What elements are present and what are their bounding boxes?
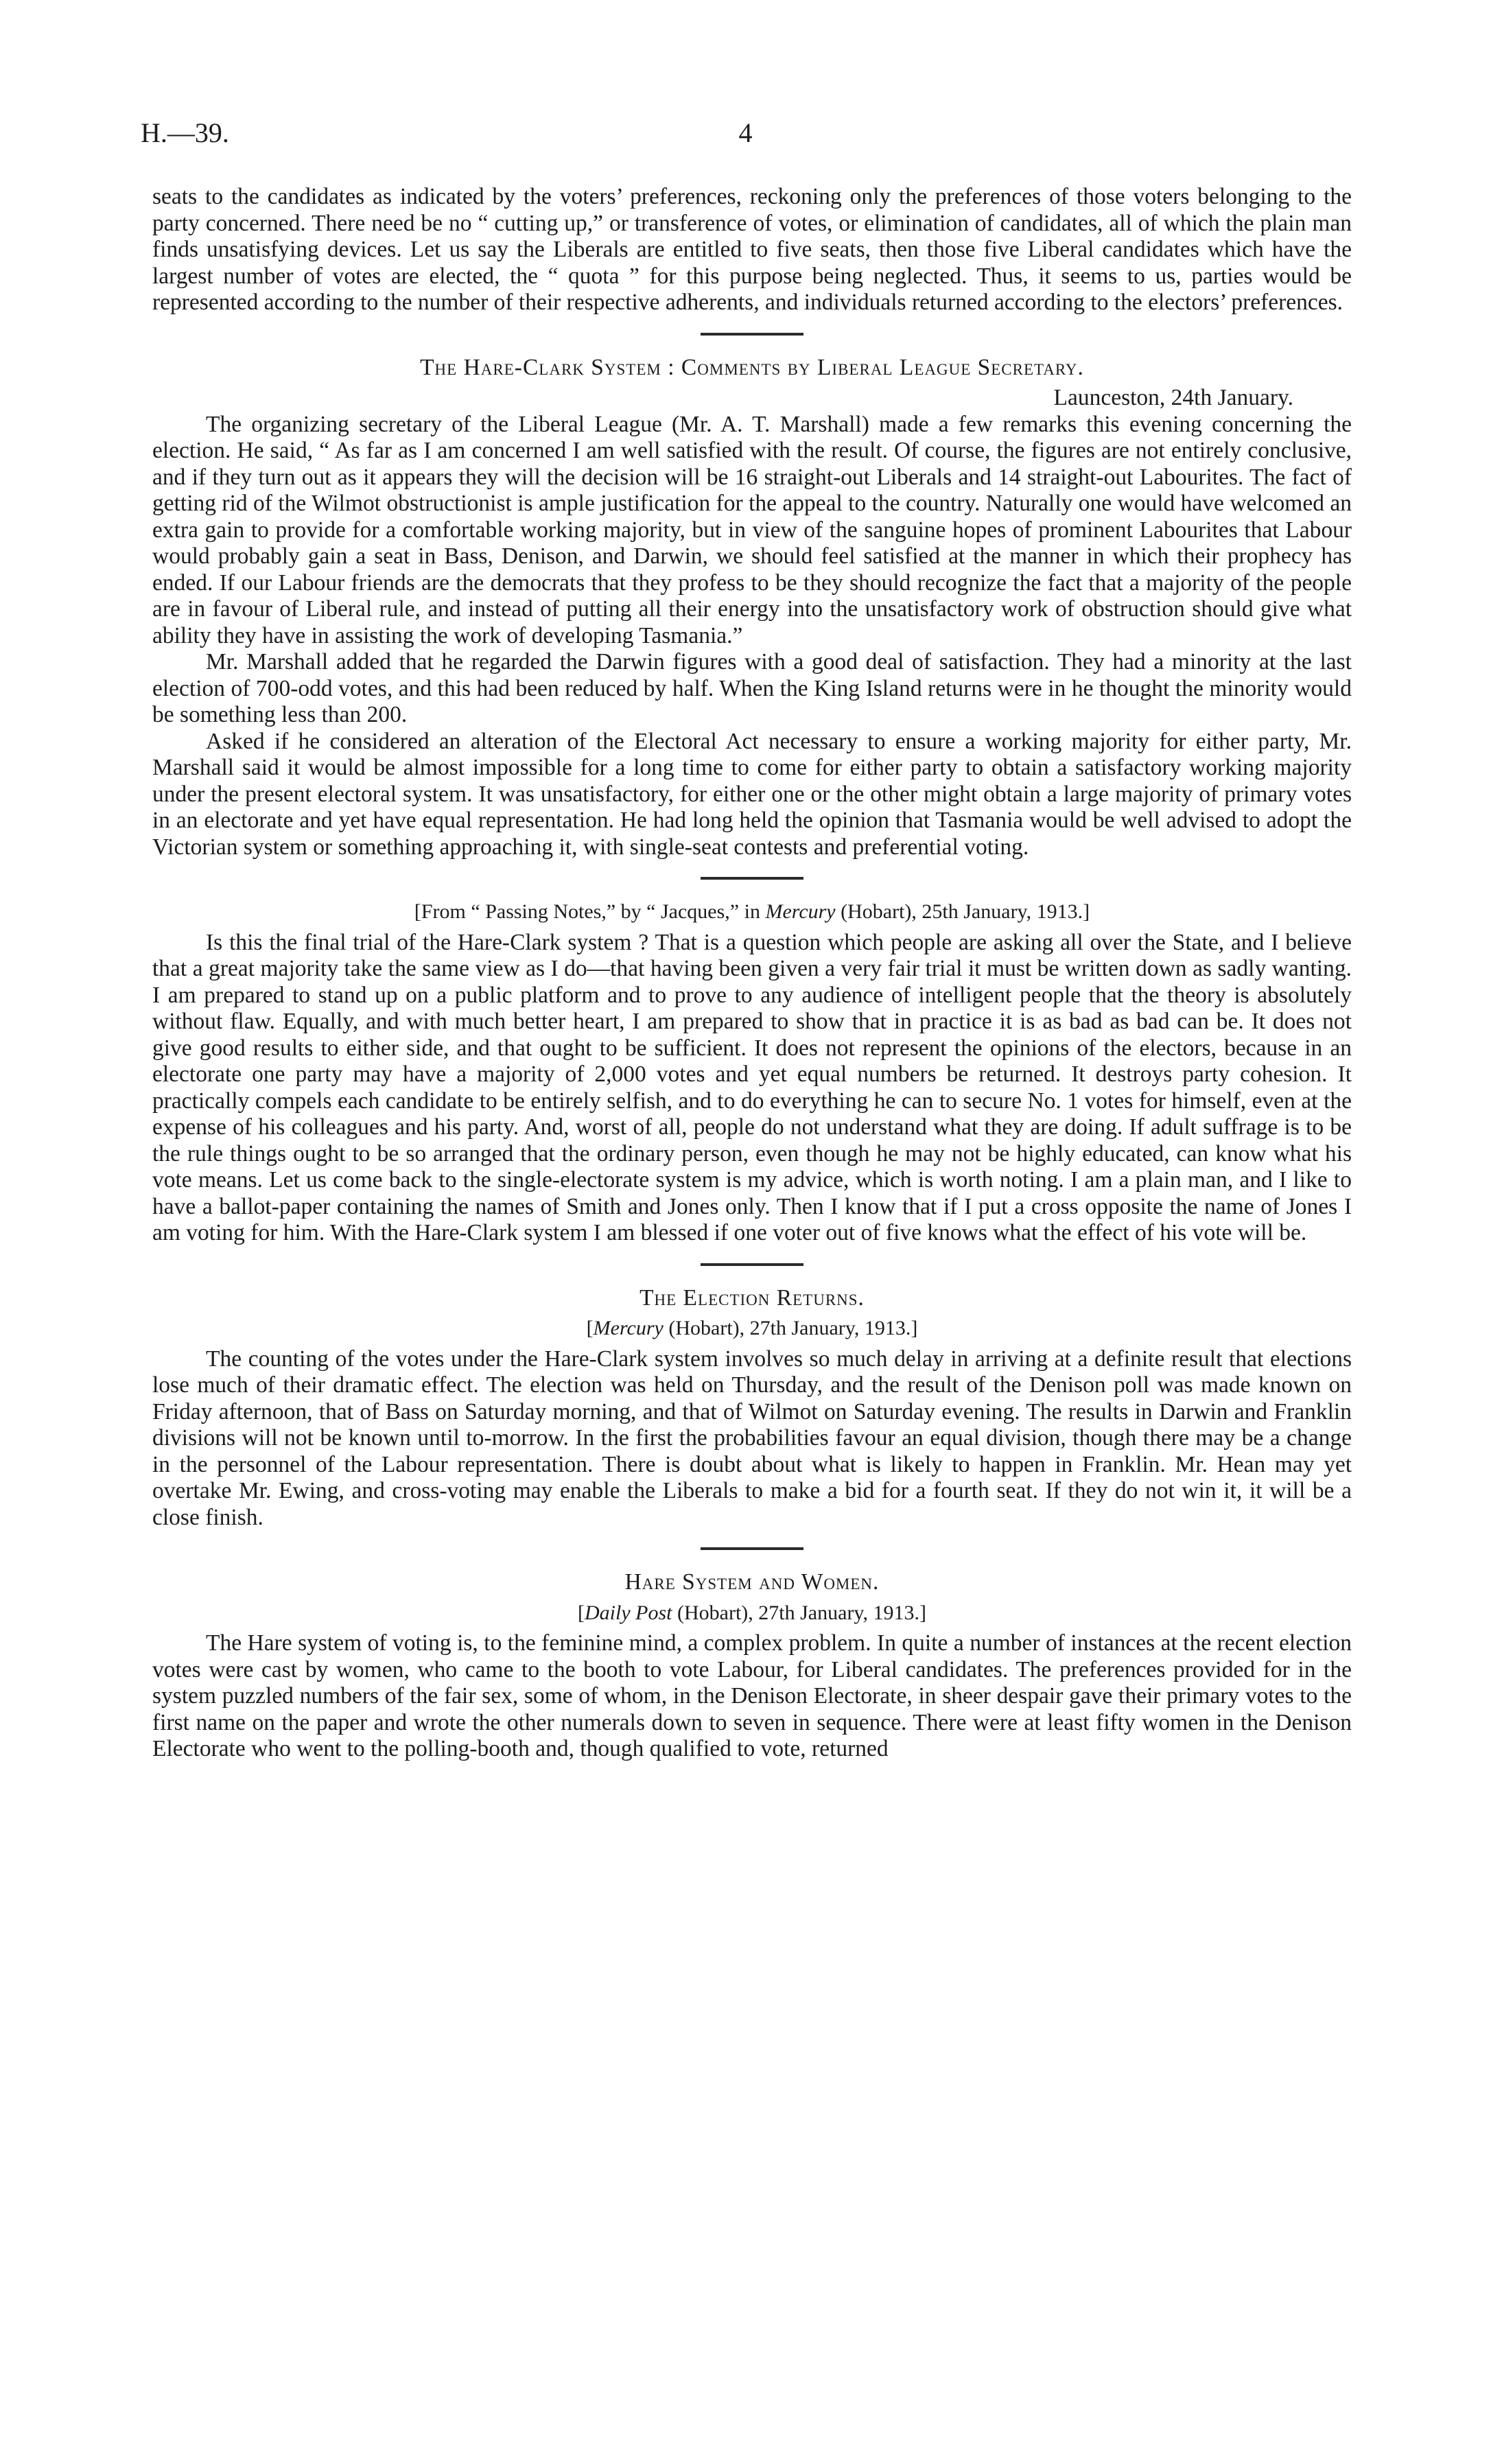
citation-text: [ xyxy=(578,1601,585,1624)
citation-text: [ xyxy=(586,1317,594,1339)
source-citation xyxy=(152,899,1352,926)
heading-text: The Hare-Clark System : Comments by Liberal League Secretary. xyxy=(420,354,1084,380)
section-heading-election-returns xyxy=(152,1285,1352,1312)
paragraph: Asked if he considered an alteration of the Electoral Act necessary to ensure a working majority for either party, Mr. Marshall said it would be almost impossible for a long time to come for either party to obtain a satisfactory working majority under the present electoral system. It was unsatisfactory, for either one or the other might obtain a large majority of primary votes in an electorate and yet have equal representation. He had long held the opinion that Tasmania would be well advised to adopt the Victorian system or something approaching it, with single-seat contests and preferential voting. xyxy=(152,728,1352,860)
intro-paragraph: seats to the candidates as indicated by the voters’ preferences, reckoning only the preferences of those voters belonging to the party concerned. There need be no “ cutting up,” or transference of votes, or elimination of candidates, all of which the plain man finds unsatisfying devices. Let us say the Liberals are entitled to five seats, then those five Liberal candidates which have the largest number of votes are elected, the “ quota ” for this purpose being neglected. Thus, it seems to us, parties would be represented according to the number of their respective adherents, and individuals returned according to the electors’ preferences. xyxy=(152,184,1352,315)
page-header xyxy=(141,117,1350,158)
source-citation xyxy=(152,1315,1352,1342)
citation-text: (Hobart), 25th January, 1913.] xyxy=(835,900,1090,923)
section-divider xyxy=(701,1263,803,1266)
citation-text: (Hobart), 27th January, 1913.] xyxy=(663,1317,918,1339)
section-heading-hare-system-women xyxy=(152,1569,1352,1596)
paragraph: The Hare system of voting is, to the feminine mind, a complex problem. In quite a number of instances at the recent election votes were cast by women, who came to the booth to vote Labour, for Liberal candidates. The preferences provided for in the system puzzled numbers of the fair sex, some of whom, in the Denison Electorate, in sheer despair gave their primary votes to the first name on the paper and wrote the other numerals down to seven in sequence. There were at least fifty women in the Denison Electorate who went to the polling-booth and, though qualified to vote, returned xyxy=(152,1630,1352,1761)
document-body xyxy=(152,184,1352,1763)
page-number: 4 xyxy=(738,117,753,148)
newspaper-name: Daily Post xyxy=(585,1601,672,1624)
paragraph: Mr. Marshall added that he regarded the Darwin figures with a good deal of satisfaction. They had a minority at the last election of 700-odd votes, and this had been reduced by half. When the King Island returns were in he thought the minority would be something less than 200. xyxy=(152,649,1352,727)
source-citation xyxy=(152,1600,1352,1627)
section-divider xyxy=(701,1547,803,1550)
section-divider xyxy=(701,333,803,336)
paper-reference: H.—39. xyxy=(141,117,229,148)
section-divider xyxy=(701,877,803,880)
newspaper-name: Mercury xyxy=(593,1317,664,1339)
dateline: Launceston, 24th January. xyxy=(1053,385,1293,410)
newspaper-name: Mercury xyxy=(765,900,836,923)
paragraph: The counting of the votes under the Hare-Clark system involves so much delay in arriving at a definite result that elections lose much of their dramatic effect. The election was held on Thursday, and the result of the Denison poll was made known on Friday afternoon, that of Bass on Saturday morning, and that of Wilmot on Saturday evening. The results in Darwin and Franklin divisions will not be known until to-morrow. In the first the probabilities favour an equal division, though there may be a change in the personnel of the Labour representation. There is doubt about what is likely to happen in Franklin. Mr. Hean may yet overtake Mr. Ewing, and cross-voting may enable the Liberals to make a bid for a fourth seat. If they do not win it, it will be a close finish. xyxy=(152,1346,1352,1530)
heading-text: Hare System and Women. xyxy=(624,1569,880,1595)
citation-text: [From “ Passing Notes,” by “ Jacques,” in xyxy=(414,900,766,923)
section-heading-hare-clark-comments xyxy=(152,355,1352,382)
paragraph: Is this the final trial of the Hare-Clark system ? That is a question which people are asking all over the State, and I believe that a great majority take the same view as I do—that having been given a very fair trial it must be written down as sadly wanting. I am prepared to stand up on a public platform and to prove to any audience of intelligent people that the theory is absolutely without flaw. Equally, and with much better heart, I am prepared to show that in practice it is as bad as bad can be. It does not give good results to either side, and that ought to be sufficient. It does not represent the opinions of the electors, because in an electorate one party may have a majority of 2,000 votes and yet equal numbers be returned. It destroys party cohesion. It practically compels each candidate to be entirely selfish, and to do everything he can to secure No. 1 votes for himself, even at the expense of his colleagues and his party. And, worst of all, people do not understand what they are doing. If adult suffrage is to be the rule things ought to be so arranged that the ordinary person, even though he may not be highly educated, can know what his vote means. Let us come back to the single-electorate system is my advice, which is worth noting. I am a plain man, and I like to have a ballot-paper containing the names of Smith and Jones only. Then I know that if I put a cross opposite the name of Jones I am voting for him. With the Hare-Clark system I am blessed if one voter out of five knows what the effect of his vote will be. xyxy=(152,929,1352,1245)
heading-text: The Election Returns. xyxy=(639,1284,865,1311)
paragraph: The organizing secretary of the Liberal League (Mr. A. T. Marshall) made a few remarks this evening concerning the election. He said, “ As far as I am concerned I am well satisfied with the result. Of course, the figures are not entirely conclusive, and if they turn out as it appears they will the decision will be 16 straight-out Liberals and 14 straight-out Labourites. The fact of getting rid of the Wilmot obstructionist is ample justification for the appeal to the country. Naturally one would have welcomed an extra gain to provide for a comfortable working majority, but in view of the sanguine hopes of prominent Labourites that Labour would probably gain a seat in Bass, Denison, and Darwin, we should feel satisfied at the manner in which their prophecy has ended. If our Labour friends are the democrats that they profess to be they should recognize the fact that a majority of the people are in favour of Liberal rule, and instead of putting all their energy into the unsatisfactory work of obstruction should give what ability they have in assisting the work of developing Tasmania.” xyxy=(152,411,1352,648)
citation-text: (Hobart), 27th January, 1913.] xyxy=(672,1601,926,1624)
